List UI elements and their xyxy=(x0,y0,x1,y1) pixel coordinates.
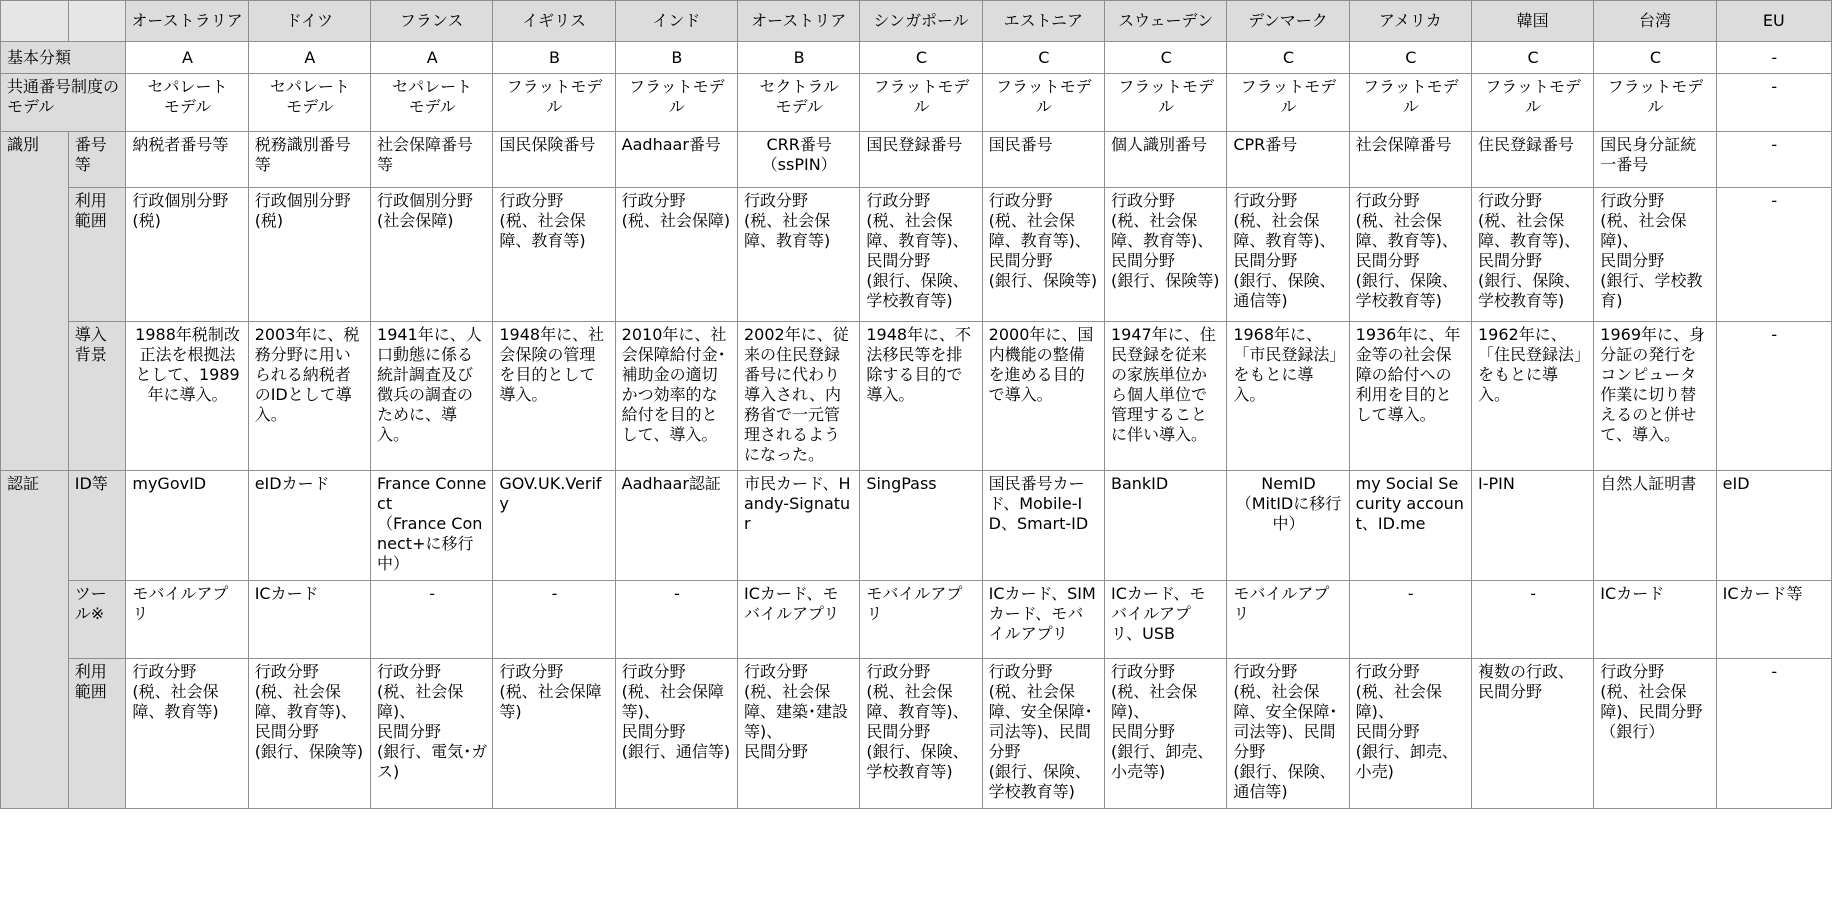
table-cell: C xyxy=(982,42,1104,74)
table-cell: ICカード xyxy=(248,581,370,659)
table-cell: フラットモデル xyxy=(1227,74,1349,132)
table-cell: モバイルアプリ xyxy=(860,581,982,659)
table-cell: 行政分野 (税、社会保障、教育等)、民間分野 (銀行、保険、学校教育等) xyxy=(860,659,982,809)
row-auth-id xyxy=(1,471,1832,581)
table-cell: 行政分野 (税、社会保障、教育等) xyxy=(126,659,248,809)
row-label: 利用範囲 xyxy=(68,188,126,322)
table-cell: 行政分野 (税、社会保障)、 民間分野 (銀行、卸売、小売等) xyxy=(1104,659,1226,809)
table-cell: - xyxy=(1716,132,1831,188)
row-basic-class xyxy=(1,42,1832,74)
group-label: 識別 xyxy=(1,132,69,471)
table-cell: A xyxy=(126,42,248,74)
table-cell: フラットモデル xyxy=(860,74,982,132)
table-cell: 行政分野 (税、社会保障、建築･建設等)、 民間分野 xyxy=(738,659,860,809)
table-cell: 行政個別分野 (税) xyxy=(248,188,370,322)
header-blank xyxy=(1,1,69,42)
table-cell: 行政分野 (税、社会保障、教育等)、民間分野 (銀行、保険、通信等) xyxy=(1227,188,1349,322)
table-cell: CRR番号 （ssPIN） xyxy=(738,132,860,188)
table-cell: 1948年に、社会保険の管理を目的として導入。 xyxy=(493,322,615,471)
table-cell: 納税者番号等 xyxy=(126,132,248,188)
table-cell: B xyxy=(493,42,615,74)
table-cell: my Social Security account、ID.me xyxy=(1349,471,1471,581)
country-header: スウェーデン xyxy=(1104,1,1226,42)
row-label: 共通番号制度のモデル xyxy=(1,74,126,132)
table-cell: 行政分野 (税、社会保障)、民間分野（銀行） xyxy=(1594,659,1716,809)
table-cell: I-PIN xyxy=(1471,471,1593,581)
table-cell: ICカード、モバイルアプリ xyxy=(738,581,860,659)
country-header: イギリス xyxy=(493,1,615,42)
table-cell: 行政分野 (税、社会保障、安全保障･司法等)、民間分野 (銀行、保険、通信等) xyxy=(1227,659,1349,809)
table-cell: 国民保険番号 xyxy=(493,132,615,188)
group-label: 認証 xyxy=(1,471,69,809)
country-header: オーストラリア xyxy=(126,1,248,42)
table-cell: 1941年に、人口動態に係る統計調査及び徴兵の調査のために、導入。 xyxy=(371,322,493,471)
table-cell: C xyxy=(1349,42,1471,74)
table-cell: 行政分野 (税、社会保障、教育等)、民間分野 (銀行、保険等) xyxy=(982,188,1104,322)
table-cell: B xyxy=(615,42,737,74)
table-cell: 社会保障番号 等 xyxy=(371,132,493,188)
country-header: 韓国 xyxy=(1471,1,1593,42)
table-cell: - xyxy=(1716,188,1831,322)
table-cell: myGovID xyxy=(126,471,248,581)
country-header: オーストリア xyxy=(738,1,860,42)
table-cell: 行政分野 (税、社会保障)、 民間分野 (銀行、電気･ガス) xyxy=(371,659,493,809)
table-cell: 国民番号 xyxy=(982,132,1104,188)
table-cell: CPR番号 xyxy=(1227,132,1349,188)
row-label: ID等 xyxy=(68,471,126,581)
table-cell: 1936年に、年金等の社会保障の給付への利用を目的として導入。 xyxy=(1349,322,1471,471)
country-header: フランス xyxy=(371,1,493,42)
country-header: シンガポール xyxy=(860,1,982,42)
table-cell: 税務識別番号 等 xyxy=(248,132,370,188)
table-cell: 国民身分証統一番号 xyxy=(1594,132,1716,188)
table-cell: 行政分野 (税、社会保障、教育等)、民間分野 (銀行、保険等) xyxy=(1104,188,1226,322)
table-cell: C xyxy=(1227,42,1349,74)
table-cell: - xyxy=(493,581,615,659)
header-row xyxy=(1,1,1832,42)
table-cell: eID xyxy=(1716,471,1831,581)
table-cell: 行政分野 (税、社会保障、教育等)、民間分野 (銀行、保険、学校教育等) xyxy=(1471,188,1593,322)
table-cell: 2003年に、税務分野に用いられる納税者のIDとして導入。 xyxy=(248,322,370,471)
country-header: 台湾 xyxy=(1594,1,1716,42)
row-label: ツール※ xyxy=(68,581,126,659)
table-cell: C xyxy=(1104,42,1226,74)
table-cell: フラットモデル xyxy=(1104,74,1226,132)
table-cell: France Connect （France Connect+に移行中） xyxy=(371,471,493,581)
table-cell: 1947年に、住民登録を従来の家族単位から個人単位で管理することに伴い導入。 xyxy=(1104,322,1226,471)
table-cell: C xyxy=(1471,42,1593,74)
table-cell: 行政分野 (税、社会保障、教育等)、民間分野 (銀行、保険等) xyxy=(248,659,370,809)
country-header: EU xyxy=(1716,1,1831,42)
table-cell: フラットモデル xyxy=(1349,74,1471,132)
header-blank xyxy=(68,1,126,42)
table-cell: 1962年に、「住民登録法」をもとに導入。 xyxy=(1471,322,1593,471)
table-cell: フラットモデル xyxy=(1471,74,1593,132)
table-cell: Aadhaar番号 xyxy=(615,132,737,188)
row-label: 基本分類 xyxy=(1,42,126,74)
table-cell: 行政分野 (税、社会保障等)、 民間分野 (銀行、通信等) xyxy=(615,659,737,809)
table-cell: 2010年に、社会保障給付金･補助金の適切かつ効率的な給付を目的として、導入。 xyxy=(615,322,737,471)
table-cell: モバイルアプリ xyxy=(1227,581,1349,659)
table-cell: フラットモデル xyxy=(1594,74,1716,132)
table-cell: 個人識別番号 xyxy=(1104,132,1226,188)
row-id-scope xyxy=(1,188,1832,322)
table-cell: 1988年税制改正法を根拠法として、1989年に導入。 xyxy=(126,322,248,471)
table-cell: ICカード等 xyxy=(1716,581,1831,659)
row-auth-tool xyxy=(1,581,1832,659)
table-cell: 2002年に、従来の住民登録番号に代わり導入され、内務省で一元管理されるようになった。 xyxy=(738,322,860,471)
table-cell: - xyxy=(1471,581,1593,659)
table-cell: 市民カード、Handy-Signatur xyxy=(738,471,860,581)
table-cell: Aadhaar認証 xyxy=(615,471,737,581)
country-header: エストニア xyxy=(982,1,1104,42)
table-cell: フラットモデル xyxy=(493,74,615,132)
table-cell: 自然人証明書 xyxy=(1594,471,1716,581)
table-cell: 1968年に、「市民登録法」をもとに導入。 xyxy=(1227,322,1349,471)
table-cell: セパレート モデル xyxy=(248,74,370,132)
table-cell: - xyxy=(371,581,493,659)
table-cell: eIDカード xyxy=(248,471,370,581)
table-cell: ICカード xyxy=(1594,581,1716,659)
row-id-number xyxy=(1,132,1832,188)
table-cell: - xyxy=(1349,581,1471,659)
row-id-background xyxy=(1,322,1832,471)
table-cell: A xyxy=(248,42,370,74)
table-cell: ICカード、モバイルアプリ、USB xyxy=(1104,581,1226,659)
table-cell: SingPass xyxy=(860,471,982,581)
table-cell: 行政分野 (税、社会保障)、 民間分野 (銀行、卸売、小売) xyxy=(1349,659,1471,809)
table-cell: モバイルアプリ xyxy=(126,581,248,659)
table-cell: - xyxy=(1716,659,1831,809)
table-cell: 行政分野 (税、社会保障) xyxy=(615,188,737,322)
table-cell: NemID （MitIDに移行中） xyxy=(1227,471,1349,581)
table-cell: 行政分野 (税、社会保障、教育等) xyxy=(738,188,860,322)
table-cell: - xyxy=(1716,74,1831,132)
table-cell: 住民登録番号 xyxy=(1471,132,1593,188)
table-cell: - xyxy=(1716,42,1831,74)
country-header: インド xyxy=(615,1,737,42)
country-header: デンマーク xyxy=(1227,1,1349,42)
table-cell: セパレート モデル xyxy=(126,74,248,132)
table-cell: B xyxy=(738,42,860,74)
table-cell: 行政分野 (税、社会保障、教育等)、民間分野 (銀行、保険、学校教育等) xyxy=(1349,188,1471,322)
table-cell: 複数の行政、民間分野 xyxy=(1471,659,1593,809)
table-cell: 行政分野 (税、社会保障、教育等)、民間分野 (銀行、保険、学校教育等) xyxy=(860,188,982,322)
table-cell: 国民番号カード、Mobile-ID、Smart-ID xyxy=(982,471,1104,581)
row-label: 導入背景 xyxy=(68,322,126,471)
row-label: 番号等 xyxy=(68,132,126,188)
table-cell: BankID xyxy=(1104,471,1226,581)
table-cell: セパレート モデル xyxy=(371,74,493,132)
table-cell: 行政個別分野 (税) xyxy=(126,188,248,322)
table-cell: 社会保障番号 xyxy=(1349,132,1471,188)
row-label: 利用範囲 xyxy=(68,659,126,809)
table-cell: 行政分野 (税、社会保障、安全保障･司法等)、民間分野 (銀行、保険、学校教育等) xyxy=(982,659,1104,809)
table-cell: フラットモデル xyxy=(982,74,1104,132)
table-cell: GOV.UK.Verify xyxy=(493,471,615,581)
row-auth-scope xyxy=(1,659,1832,809)
table-cell: 行政分野 (税、社会保障、教育等) xyxy=(493,188,615,322)
table-cell: 行政分野 (税、社会保障)、 民間分野 (銀行、学校教育) xyxy=(1594,188,1716,322)
table-cell: - xyxy=(1716,322,1831,471)
table-cell: 1969年に、身分証の発行をコンピュータ作業に切り替えるのと併せて、導入。 xyxy=(1594,322,1716,471)
table-cell: ICカード、SIMカード、モバイルアプリ xyxy=(982,581,1104,659)
table-cell: C xyxy=(860,42,982,74)
table-cell: A xyxy=(371,42,493,74)
table-cell: 2000年に、国内機能の整備を進める目的で導入。 xyxy=(982,322,1104,471)
country-header: アメリカ xyxy=(1349,1,1471,42)
table-cell: - xyxy=(615,581,737,659)
table-cell: セクトラル モデル xyxy=(738,74,860,132)
table-cell: C xyxy=(1594,42,1716,74)
table-cell: 行政分野 (税、社会保障等) xyxy=(493,659,615,809)
table-body xyxy=(1,42,1832,809)
row-model xyxy=(1,74,1832,132)
table-cell: 1948年に、不法移民等を排除する目的で導入。 xyxy=(860,322,982,471)
country-header: ドイツ xyxy=(248,1,370,42)
table-cell: フラットモデル xyxy=(615,74,737,132)
table-cell: 国民登録番号 xyxy=(860,132,982,188)
table-cell: 行政個別分野 (社会保障) xyxy=(371,188,493,322)
